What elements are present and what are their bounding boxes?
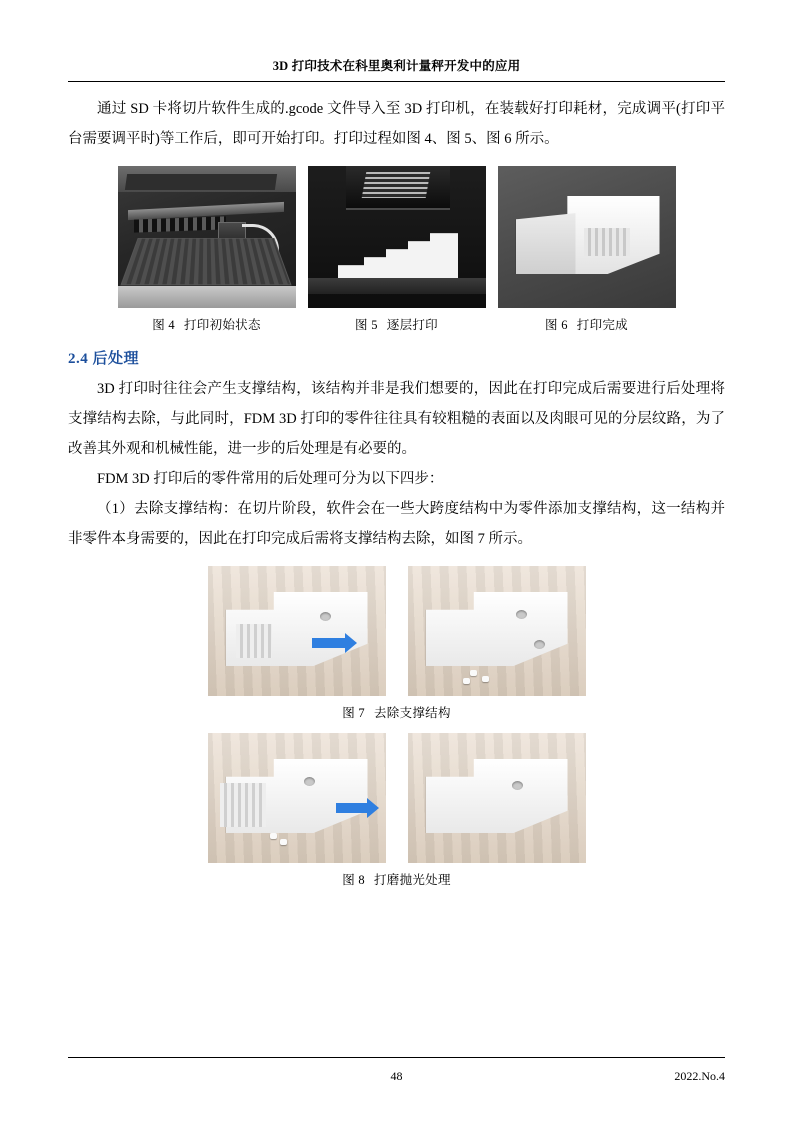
footer-rule bbox=[68, 1057, 725, 1058]
figure-5 bbox=[308, 166, 486, 333]
figure-8-caption: 图 8 打磨抛光处理 bbox=[342, 873, 451, 887]
paragraph-4: （1）去除支撑结构：在切片阶段，软件会在一些大跨度结构中为零件添加支撑结构，这一结构并非零件本身需要的，因此在打印完成后需将支撑结构去除，如图 7 所示。 bbox=[68, 501, 725, 547]
figure-row-polishing bbox=[68, 733, 725, 863]
photo-support-removal-after bbox=[408, 566, 586, 696]
figure-4 bbox=[118, 166, 296, 333]
photo-print-completed bbox=[498, 166, 676, 308]
issue-label: 2022.No.4 bbox=[674, 1069, 725, 1083]
figure-5-caption: 图 5 逐层打印 bbox=[355, 318, 438, 332]
page-footer bbox=[68, 1069, 725, 1084]
photo-polishing-after bbox=[408, 733, 586, 863]
paragraph-2: 3D 打印时往往会产生支撑结构，该结构并非是我们想要的，因此在打印完成后需要进行后处理将支撑结构去除，与此同时，FDM 3D 打印的零件往往具有较粗糙的表面以及肉眼可见的分层纹路，为了改善其外观和机械性能，进一步的后处理是有必要的。 bbox=[68, 381, 725, 457]
page-number: 48 bbox=[390, 1069, 403, 1083]
section-heading-post-processing: 2.4 后处理 bbox=[68, 351, 140, 367]
running-head: 3D 打印技术在科里奥利计量秤开发中的应用 bbox=[272, 59, 521, 73]
figure-4-caption: 图 4 打印初始状态 bbox=[152, 318, 261, 332]
photo-polishing-before bbox=[208, 733, 386, 863]
header-rule bbox=[68, 81, 725, 82]
page-content bbox=[68, 0, 725, 1122]
figure-7-caption: 图 7 去除支撑结构 bbox=[342, 706, 451, 720]
figure-6-caption: 图 6 打印完成 bbox=[545, 318, 628, 332]
paragraph-3: FDM 3D 打印后的零件常用的后处理可分为以下四步： bbox=[97, 471, 444, 487]
photo-layer-by-layer-printing bbox=[308, 166, 486, 308]
figure-row-support-removal bbox=[68, 566, 725, 696]
photo-printer-initial-state bbox=[118, 166, 296, 308]
photo-support-removal-before bbox=[208, 566, 386, 696]
paragraph-1: 通过 SD 卡将切片软件生成的.gcode 文件导入至 3D 打印机，在装载好打印耗材，完成调平(打印平台需要调平时)等工作后，即可开始打印。打印过程如图 4、图 5、图 6 所示。 bbox=[68, 101, 725, 147]
figure-row-printing bbox=[68, 166, 725, 333]
figure-6 bbox=[498, 166, 676, 333]
